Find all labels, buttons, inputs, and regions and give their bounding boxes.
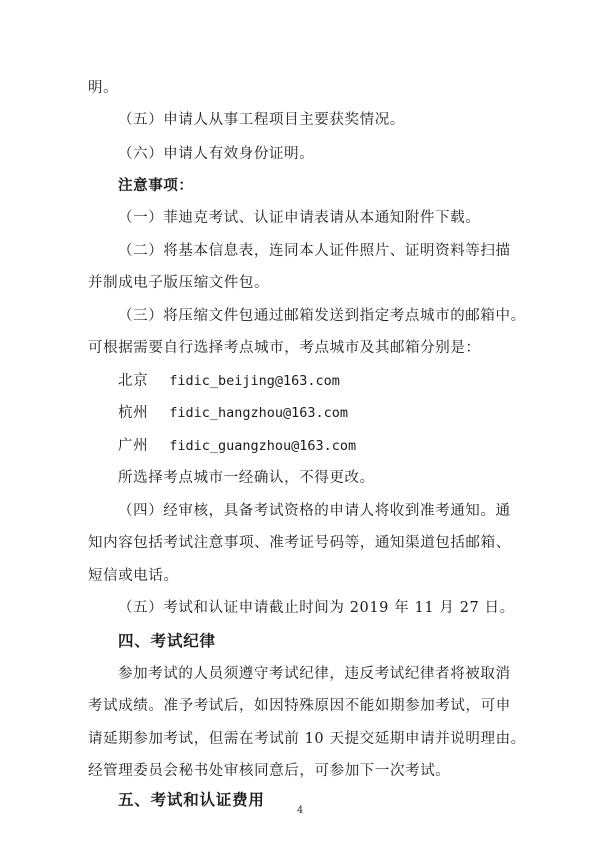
text-line: （四）经审核，具备考试资格的申请人将收到准考通知。通 — [118, 503, 511, 519]
text-line: 经管理委员会秘书处审核同意后，可参加下一次考试。 — [88, 763, 451, 779]
text-line: 可根据需要自行选择考点城市，考点城市及其邮箱分别是： — [88, 340, 481, 356]
text-line: 短信或电话。 — [88, 568, 179, 584]
text-line: （五）申请人从事工程项目主要获奖情况。 — [118, 112, 405, 128]
email-entry — [118, 371, 340, 391]
text-line: 考试成绩。准予考试后，如因特殊原因不能如期参加考试，可申 — [88, 698, 511, 714]
email-entry — [118, 436, 356, 456]
text-line: （六）申请人有效身份证明。 — [118, 146, 315, 162]
text-line: 知内容包括考试注意事项、准考证号码等，通知渠道包括邮箱、 — [88, 535, 511, 551]
text-line: 并制成电子版压缩文件包。 — [88, 275, 270, 291]
email-address: fidic_beijing@163.com — [169, 373, 340, 389]
section-heading: 五、考试和认证费用 — [118, 790, 265, 809]
city-name: 北京 — [118, 373, 149, 389]
section-label: 注意事项： — [118, 177, 194, 194]
email-address: fidic_hangzhou@163.com — [169, 405, 349, 421]
page-number: 4 — [296, 805, 304, 816]
email-entry — [118, 403, 348, 423]
text-line: （二）将基本信息表，连同本人证件照片、证明资料等扫描 — [118, 243, 511, 259]
city-name: 广州 — [118, 438, 149, 454]
text-line: 参加考试的人员须遵守考试纪律，违反考试纪律者将被取消 — [118, 666, 511, 682]
text-line: （三）将压缩文件包通过邮箱发送到指定考点城市的邮箱中。 — [118, 308, 526, 324]
section-heading: 四、考试纪律 — [118, 631, 216, 650]
text-line: 明。 — [88, 80, 119, 96]
city-name: 杭州 — [118, 405, 149, 421]
text-line: （一）菲迪克考试、认证申请表请从本通知附件下载。 — [118, 210, 481, 226]
text-line: 请延期参加考试，但需在考试前 10 天提交延期申请并说明理由。 — [88, 731, 526, 747]
email-address: fidic_guangzhou@163.com — [169, 438, 357, 454]
text-line: （五）考试和认证申请截止时间为 2019 年 11 月 27 日。 — [118, 600, 515, 616]
text-line: 所选择考点城市一经确认，不得更改。 — [118, 470, 375, 486]
